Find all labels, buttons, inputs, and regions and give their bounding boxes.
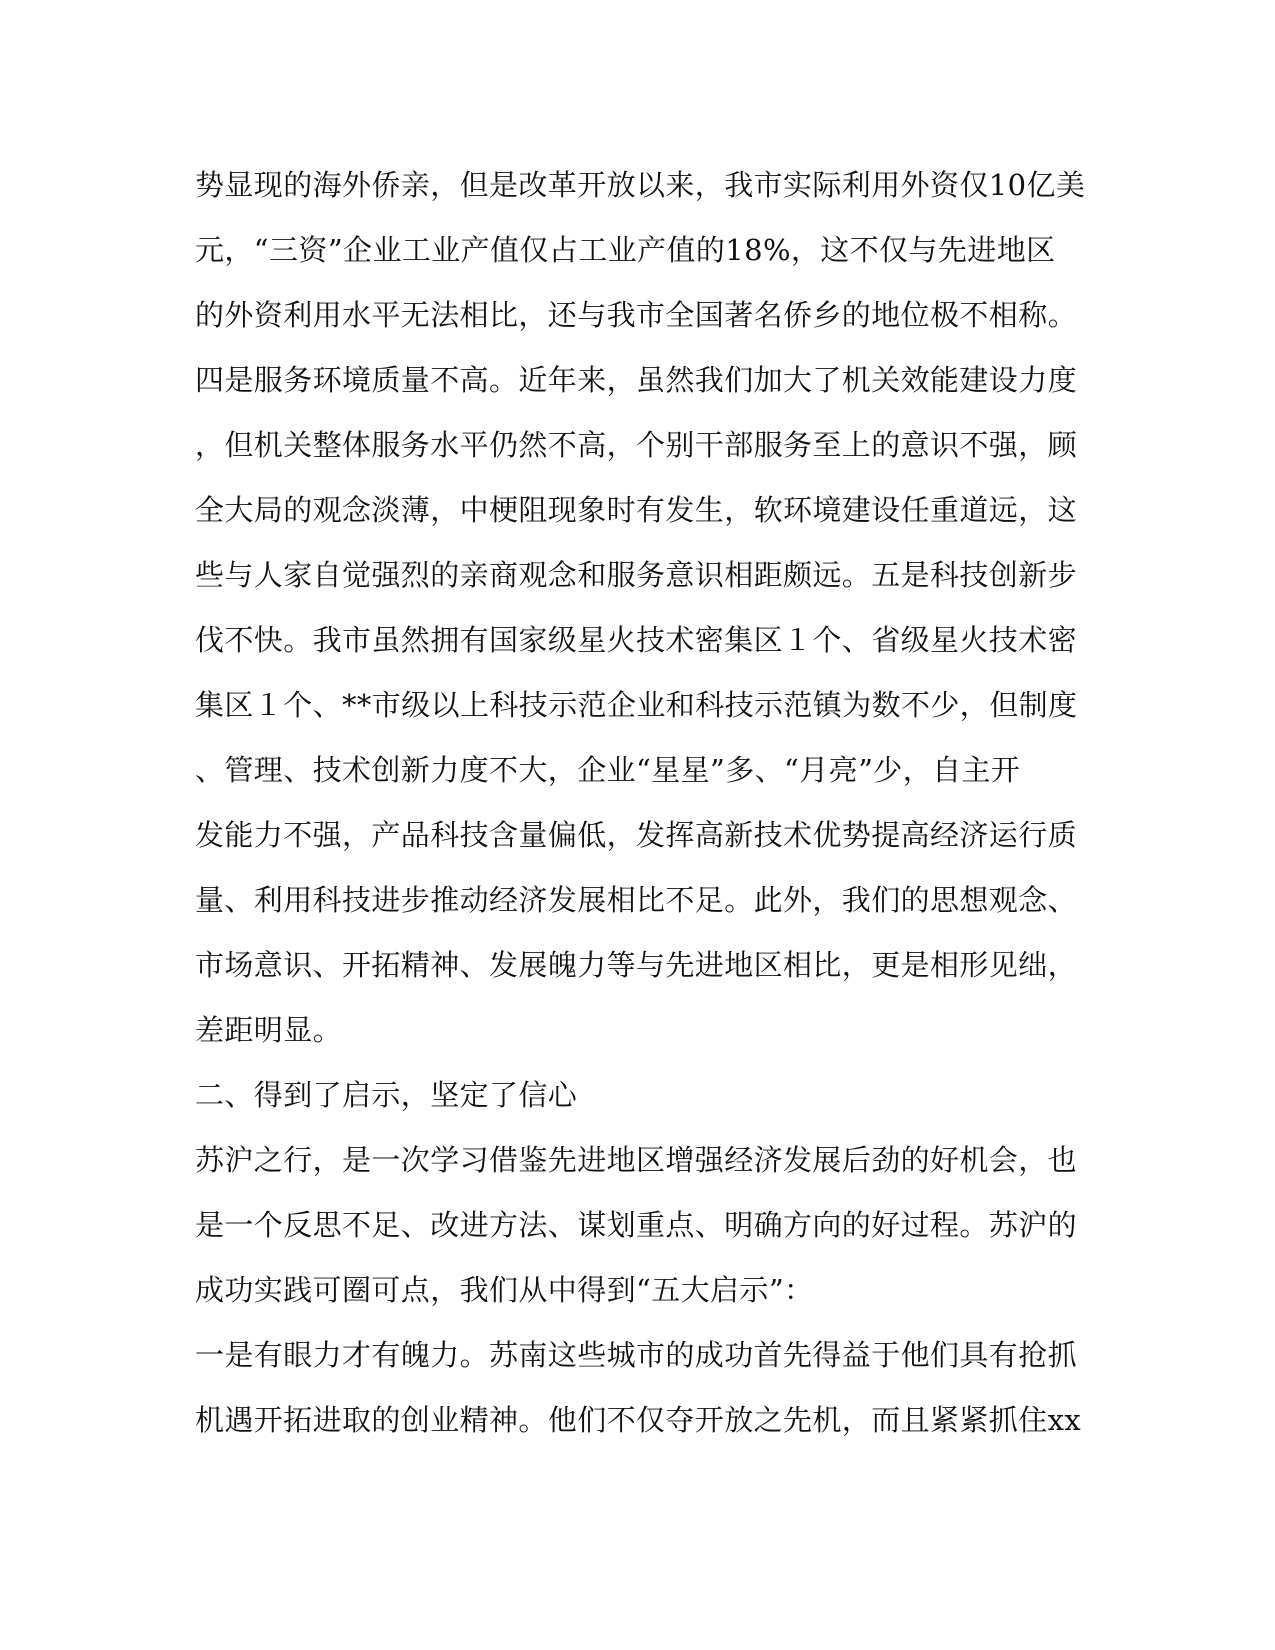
text-line: 差距明显。 bbox=[195, 1013, 343, 1047]
text-line: 苏沪之行，是一次学习借鉴先进地区增强经济发展后劲的好机会，也 bbox=[195, 1143, 1078, 1177]
text-line: 些与人家自觉强烈的亲商观念和服务意识相距颇远。五是科技创新步 bbox=[195, 558, 1078, 592]
text-line: 机遇开拓进取的创业精神。他们不仅夺开放之先机，而且紧紧抓住xx bbox=[195, 1403, 1082, 1437]
text-line: 市场意识、开拓精神、发展魄力等与先进地区相比，更是相形见绌， bbox=[195, 948, 1078, 982]
text-line: 集区１个、**市级以上科技示范企业和科技示范镇为数不少，但制度 bbox=[195, 688, 1078, 722]
text-line: 全大局的观念淡薄，中梗阻现象时有发生，软环境建设任重道远，这 bbox=[195, 493, 1078, 527]
text-line: 量、利用科技进步推动经济发展相比不足。此外，我们的思想观念、 bbox=[195, 883, 1078, 917]
text-line: 伐不快。我市虽然拥有国家级星火技术密集区１个、省级星火技术密 bbox=[195, 623, 1078, 657]
text-line: 的外资利用水平无法相比，还与我市全国著名侨乡的地位极不相称。 bbox=[195, 298, 1078, 332]
text-line: 势显现的海外侨亲，但是改革开放以来，我市实际利用外资仅10亿美 bbox=[195, 168, 1086, 202]
text-line: 是一个反思不足、改进方法、谋划重点、明确方向的好过程。苏沪的 bbox=[195, 1208, 1078, 1242]
body-text bbox=[195, 153, 1086, 1453]
text-line: 成功实践可圈可点，我们从中得到“五大启示”： bbox=[195, 1273, 814, 1307]
text-line: 、管理、技术创新力度不大，企业“星星”多、“月亮”少，自主开 bbox=[195, 753, 1021, 787]
text-line: 元，“三资”企业工业产值仅占工业产值的18%，这不仅与先进地区 bbox=[195, 233, 1056, 267]
text-line: ，但机关整体服务水平仍然不高，个别干部服务至上的意识不强，顾 bbox=[195, 428, 1078, 462]
text-line: 四是服务环境质量不高。近年来，虽然我们加大了机关效能建设力度 bbox=[195, 363, 1078, 397]
section-heading: 二、得到了启示，坚定了信心 bbox=[195, 1078, 578, 1112]
text-line: 发能力不强，产品科技含量偏低，发挥高新技术优势提高经济运行质 bbox=[195, 818, 1078, 852]
text-line: 一是有眼力才有魄力。苏南这些城市的成功首先得益于他们具有抢抓 bbox=[195, 1338, 1078, 1372]
